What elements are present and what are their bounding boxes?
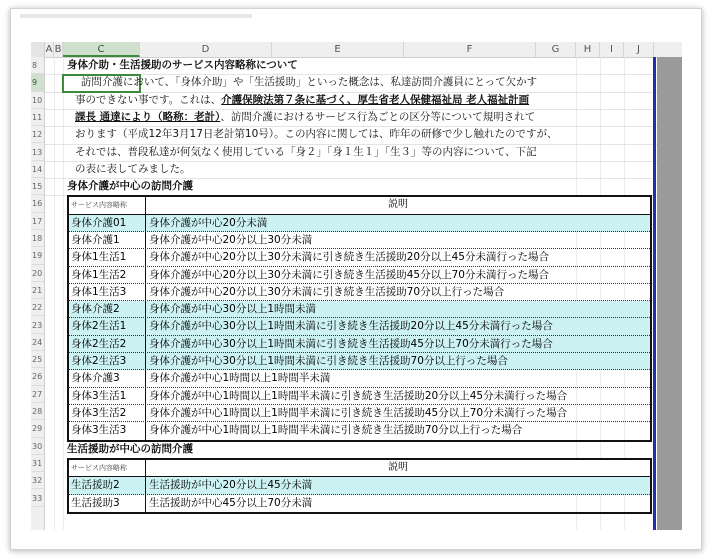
service-description: 身体介護が中心20分以上30分未満に引き続き生活援助20分以上45分未満行った場合 [149,251,549,264]
print-area-border [653,57,656,530]
row-number[interactable]: 24 [31,334,45,351]
row-number[interactable]: 19 [31,247,45,264]
intro-line-1: 訪問介護において、「身体介助」や「生活援助」といった概念は、私達訪問介護員にとって欠かす [67,76,538,89]
service-description: 身体介護が中心30分以上1時間未満に引き続き生活援助20分以上45分未満行った場合 [149,320,553,333]
row-number[interactable]: 22 [31,299,45,316]
service-code: 身体2生活3 [69,353,146,369]
intro-text: 、訪問介護におけるサービス行為ごとの区分等について規明されて [220,110,536,123]
header-service-code: サービス内容略称 [69,197,146,213]
intro-line-6: の表に表してみました。 [75,162,191,175]
table-row[interactable] [69,495,650,512]
row-number[interactable]: 13 [31,144,45,161]
row-number[interactable]: 11 [31,109,45,126]
column-d-header[interactable]: D [140,42,272,57]
row-number[interactable]: 21 [31,282,45,299]
table-row[interactable] [69,336,650,353]
table-row[interactable] [69,370,650,387]
table-row[interactable] [69,267,650,284]
service-code: 身体介護3 [69,370,146,386]
service-description: 身体介護が中心20分以上30分未満に引き続き生活援助45分以上70分未満行った場合 [149,268,549,281]
intro-law-reference: 介護保険法第７条に基づく、厚生省老人保健福祉局 老人福祉計画 [221,93,530,106]
service-description: 身体介護が中心30分以上1時間未満 [149,303,317,316]
row-number[interactable]: 15 [31,178,45,195]
table-row[interactable] [69,249,650,266]
header-description: 説明 [388,199,408,211]
column-a-header[interactable]: A [45,44,53,55]
daily-life-support-table [67,458,652,514]
table-row[interactable] [69,422,650,439]
service-description: 身体介護が中心20分以上30分未満に引き続き生活援助70分以上行った場合 [149,285,505,298]
row-number[interactable]: 8 [31,57,45,74]
service-code: 身体1生活2 [69,267,146,283]
out-of-print-area [657,57,682,530]
row-number[interactable]: 29 [31,420,45,437]
table1-title: 身体介護が中心の訪問介護 [67,180,193,193]
service-code: 身体1生活1 [69,249,146,265]
table-row[interactable] [69,301,650,318]
grid-line [54,57,55,530]
row-number[interactable]: 33 [31,490,45,507]
service-description: 身体介護が中心20分未満 [149,216,268,229]
row-number[interactable]: 9 [31,74,45,91]
row-number[interactable]: 18 [31,230,45,247]
section-heading: 身体介助・生活援助のサービス内容略称について [67,59,298,71]
spreadsheet [31,42,682,530]
table-row[interactable] [69,284,650,301]
intro-line-3 [75,109,535,126]
column-j-header[interactable]: J [624,42,654,57]
column-e-header[interactable]: E [272,42,404,57]
service-code: 生活援助3 [69,495,146,512]
row-number[interactable]: 17 [31,213,45,230]
service-description: 身体介護が中心1時間以上1時間半未満 [149,372,331,385]
row-number[interactable]: 30 [31,438,45,455]
service-description: 生活援助が中心20分以上45分未満 [149,479,313,492]
service-code: 身体1生活3 [69,284,146,300]
row-number[interactable]: 32 [31,472,45,489]
service-description: 身体介護が中心1時間以上1時間半未満に引き続き生活援助70分以上行った場合 [149,424,523,437]
table2-title: 生活援助が中心の訪問介護 [67,443,193,455]
service-code: 身体3生活2 [69,405,146,421]
service-description: 身体介護が中心30分以上1時間未満に引き続き生活援助70分以上行った場合 [149,355,508,368]
table-header [69,460,650,477]
service-description: 身体介護が中心20分以上30分未満 [149,233,313,246]
service-code: 身体介護01 [69,215,146,231]
cell-grid[interactable] [45,57,682,530]
intro-line-4: おります（平成12年3月17日老計第10号）。この内容に関しては、昨年の研修で少し触れたのですが、 [75,128,558,141]
row-number[interactable]: 14 [31,161,45,178]
column-g-header[interactable]: G [536,42,576,57]
column-h-header[interactable]: H [576,42,600,57]
select-all-corner[interactable] [31,42,45,57]
service-code: 身体3生活3 [69,422,146,439]
table-row[interactable] [69,318,650,335]
column-c-header[interactable]: C [63,42,140,57]
row-number[interactable]: 10 [31,92,45,109]
table-row[interactable] [69,405,650,422]
intro-text: 事のできない事です。これは、 [75,93,222,106]
table-row[interactable] [69,353,650,370]
service-code: 身体2生活1 [69,318,146,334]
column-f-header[interactable]: F [404,42,536,57]
header-service-code: サービス内容略称 [69,460,146,476]
row-number[interactable]: 20 [31,265,45,282]
service-description: 身体介護が中心30分以上1時間未満に引き続き生活援助45分以上70分未満行った場合 [149,337,553,350]
row-number[interactable]: 12 [31,126,45,143]
header-description: 説明 [388,462,408,473]
table-header [69,197,650,214]
column-i-header[interactable]: I [600,42,624,57]
intro-line-2 [75,92,529,109]
column-header [31,42,682,58]
service-code: 身体2生活2 [69,336,146,352]
row-number[interactable]: 31 [31,455,45,472]
row-number[interactable]: 25 [31,351,45,368]
service-code: 身体介護2 [69,301,146,317]
row-number[interactable]: 23 [31,317,45,334]
intro-line-5: それでは、普段私達が何気なく使用している「身２」「身１生１」「生３」等の内容について、下記 [75,145,537,158]
table-row[interactable] [69,388,650,405]
body-care-table [67,195,652,441]
table-row[interactable] [69,215,650,232]
row-header [31,57,45,530]
row-number[interactable]: 27 [31,386,45,403]
table-row[interactable] [69,477,650,494]
service-code: 身体介護1 [69,232,146,248]
row-number[interactable]: 16 [31,195,45,212]
service-code: 身体3生活1 [69,388,146,404]
table-row[interactable] [69,232,650,249]
column-b-header[interactable]: B [54,44,62,55]
intro-law-reference: 課長 通達により（略称：老計） [75,110,221,123]
service-description: 身体介護が中心1時間以上1時間半未満に引き続き生活援助20分以上45分未満行った場合 [149,389,568,402]
window-top-strip [20,14,252,18]
grid-line [63,57,64,530]
row-number[interactable]: 28 [31,403,45,420]
service-description: 生活援助が中心45分以上70分未満 [149,496,313,509]
service-code: 生活援助2 [69,477,146,493]
service-description: 身体介護が中心1時間以上1時間半未満に引き続き生活援助45分以上70分未満行った場合 [149,406,568,419]
row-number[interactable]: 26 [31,368,45,385]
